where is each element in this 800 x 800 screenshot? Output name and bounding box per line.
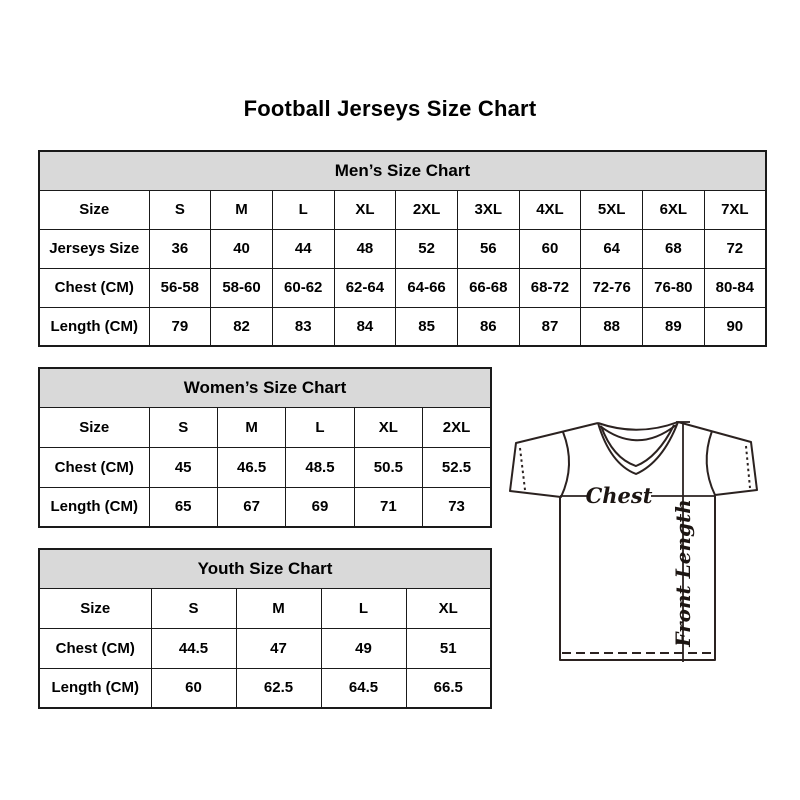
cell: 73 [423,487,491,527]
cell: 67 [217,487,285,527]
cell: 62.5 [236,668,321,708]
mens-table-title: Men’s Size Chart [39,151,766,190]
jersey-left-sleeve-dotted-line [520,448,525,490]
youth-table-title: Youth Size Chart [39,549,491,588]
jersey-vneck-inner [601,425,674,466]
cell: 5XL [581,190,643,229]
cell: 36 [149,229,211,268]
table-row [39,190,766,229]
cell: 2XL [396,190,458,229]
cell: M [217,407,285,447]
cell: XL [354,407,422,447]
cell: M [236,588,321,628]
table-row [39,628,491,668]
cell: 68 [643,229,705,268]
cell: 58-60 [211,268,273,307]
cell: 71 [354,487,422,527]
table-row [39,268,766,307]
womens-size-table [38,367,492,528]
cell: 89 [643,307,705,346]
cell: 52 [396,229,458,268]
table-row [39,407,491,447]
cell: 72 [704,229,766,268]
table-row [39,368,491,407]
youth-size-table [38,548,492,709]
cell: L [321,588,406,628]
cell: 6XL [643,190,705,229]
cell: 66-68 [457,268,519,307]
cell: 87 [519,307,581,346]
cell: XL [406,588,491,628]
row-label: Chest (CM) [39,268,149,307]
cell: L [286,407,354,447]
cell: 4XL [519,190,581,229]
cell: 46.5 [217,447,285,487]
cell: 47 [236,628,321,668]
row-label: Length (CM) [39,668,151,708]
cell: S [151,588,236,628]
cell: 60 [519,229,581,268]
row-label: Chest (CM) [39,628,151,668]
row-label: Size [39,407,149,447]
cell: 85 [396,307,458,346]
table-row [39,229,766,268]
jersey-right-sleeve-dotted-line [746,446,750,488]
cell: 69 [286,487,354,527]
cell: 48 [334,229,396,268]
chest-label: Chest [585,483,653,508]
cell: 72-76 [581,268,643,307]
cell: 90 [704,307,766,346]
cell: 44.5 [151,628,236,668]
cell: XL [334,190,396,229]
cell: 68-72 [519,268,581,307]
cell: 7XL [704,190,766,229]
table-row [39,447,491,487]
cell: 84 [334,307,396,346]
table-row [39,307,766,346]
cell: M [211,190,273,229]
jersey-collar [598,422,678,430]
cell: 64.5 [321,668,406,708]
cell: 48.5 [286,447,354,487]
cell: 45 [149,447,217,487]
cell: 51 [406,628,491,668]
table-row [39,588,491,628]
cell: 60-62 [272,268,334,307]
cell: 50.5 [354,447,422,487]
cell: 52.5 [423,447,491,487]
cell: 88 [581,307,643,346]
cell: 82 [211,307,273,346]
cell: 62-64 [334,268,396,307]
jersey-outline [510,422,757,660]
cell: S [149,407,217,447]
cell: 64-66 [396,268,458,307]
cell: 64 [581,229,643,268]
row-label: Size [39,588,151,628]
cell: 80-84 [704,268,766,307]
table-row [39,487,491,527]
front-length-label: Front Length [671,499,695,647]
cell: 86 [457,307,519,346]
cell: 40 [211,229,273,268]
cell: 44 [272,229,334,268]
cell: 83 [272,307,334,346]
jersey-diagram-icon [505,410,775,668]
cell: 3XL [457,190,519,229]
cell: 79 [149,307,211,346]
womens-table-title: Women’s Size Chart [39,368,491,407]
jersey-right-seam [707,431,715,495]
cell: 56 [457,229,519,268]
table-row [39,668,491,708]
row-label: Jerseys Size [39,229,149,268]
mens-size-table [38,150,767,347]
cell: S [149,190,211,229]
cell: 65 [149,487,217,527]
cell: 2XL [423,407,491,447]
cell: 56-58 [149,268,211,307]
row-label: Size [39,190,149,229]
cell: 60 [151,668,236,708]
cell: L [272,190,334,229]
cell: 66.5 [406,668,491,708]
table-row [39,549,491,588]
jersey-left-seam [561,432,569,497]
row-label: Chest (CM) [39,447,149,487]
row-label: Length (CM) [39,487,149,527]
page-title: Football Jerseys Size Chart [243,96,537,121]
row-label: Length (CM) [39,307,149,346]
cell: 49 [321,628,406,668]
table-row [39,151,766,190]
cell: 76-80 [643,268,705,307]
